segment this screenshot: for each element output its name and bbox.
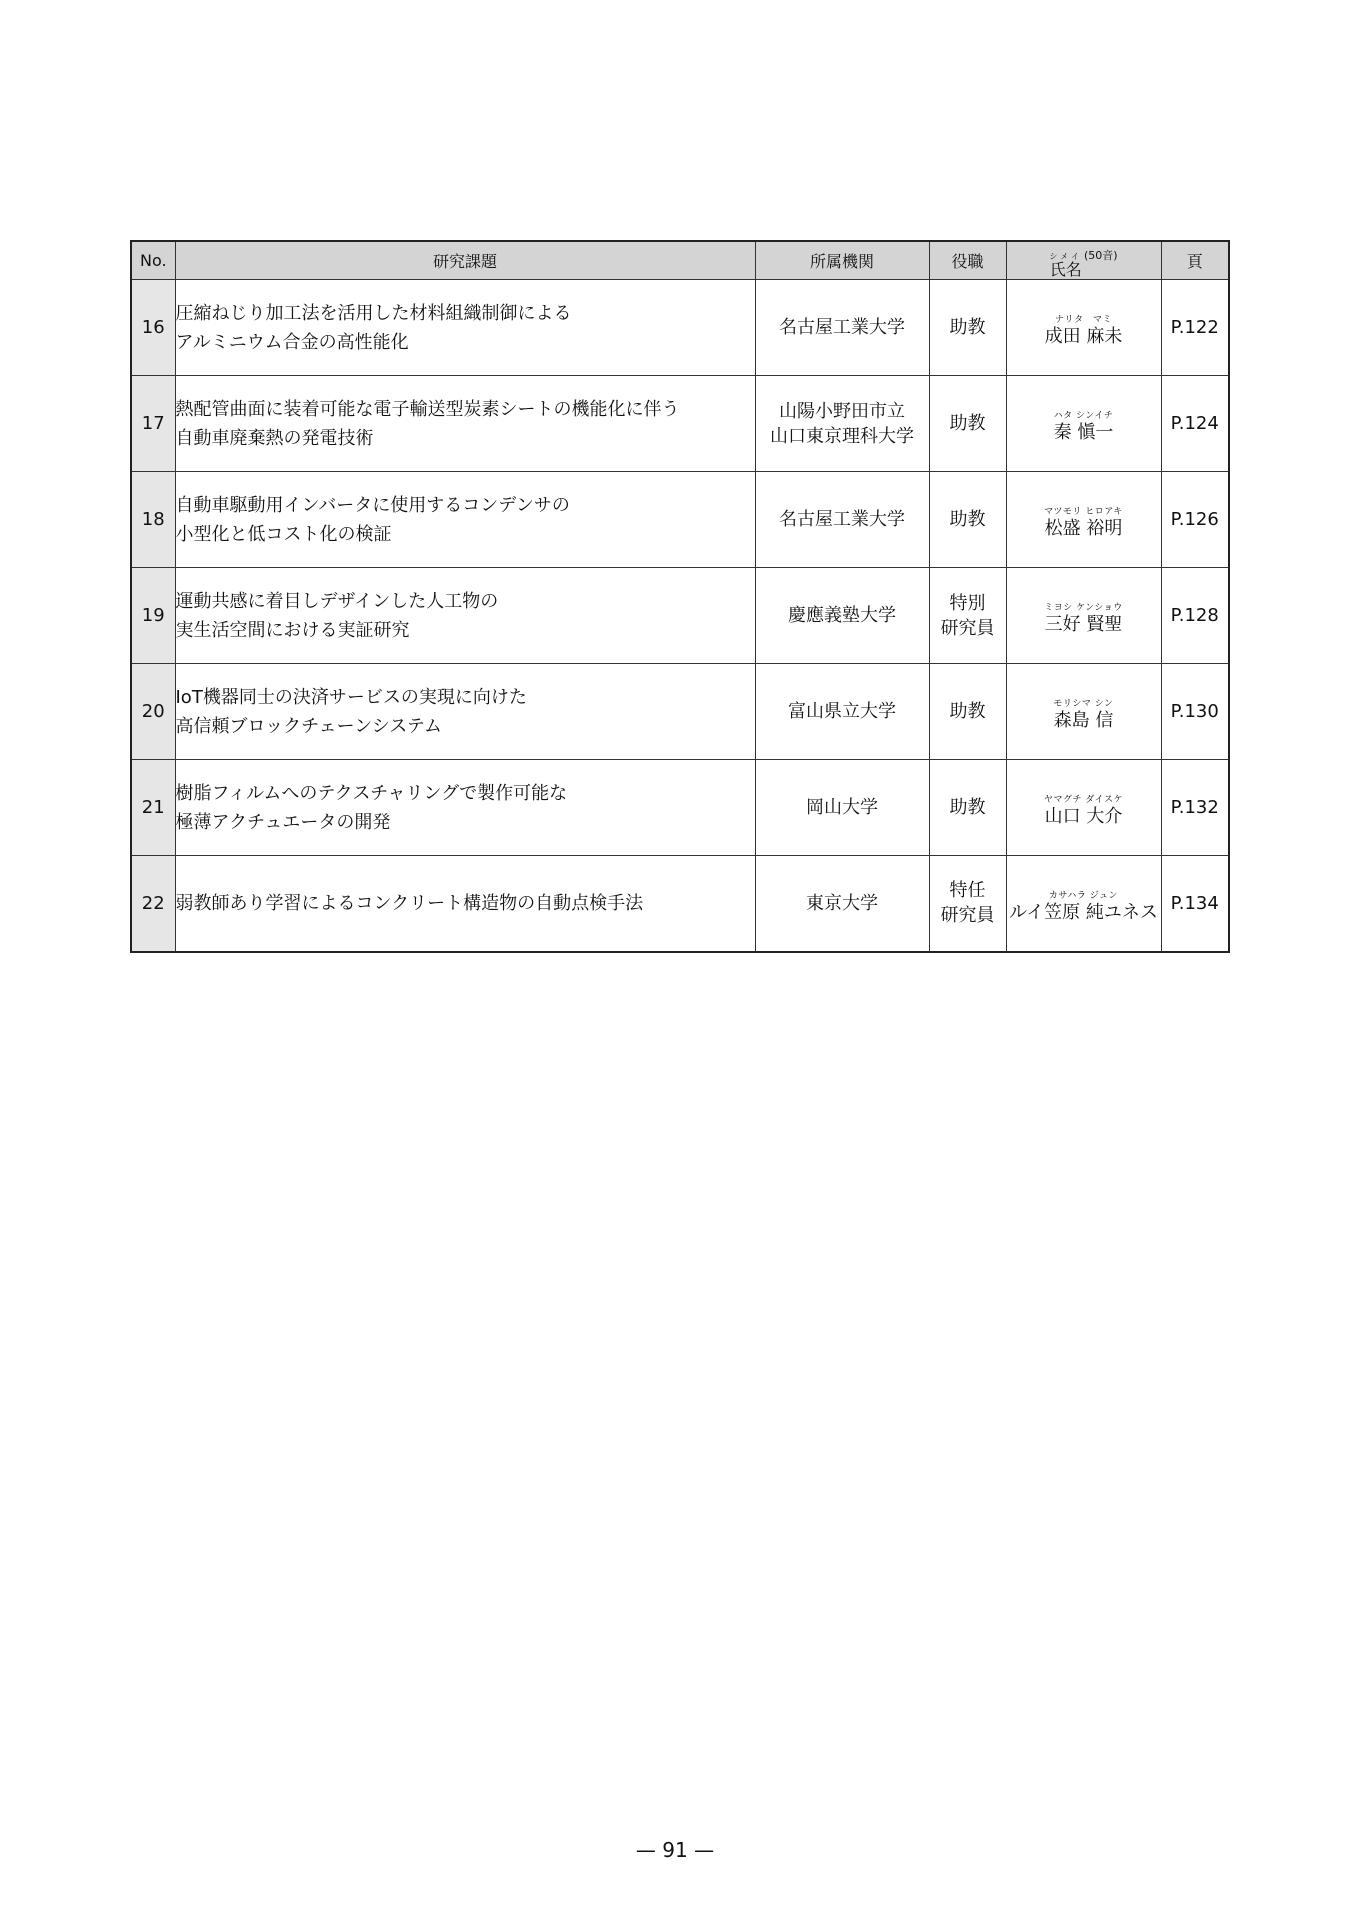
position-line: 特任 (949, 880, 986, 902)
research-title-line: 熱配管曲面に装着可能な電子輸送型炭素シートの機能化に伴う (175, 398, 680, 420)
header-title: 研究課題 (175, 241, 755, 280)
name-box (1009, 891, 1158, 924)
name-box (1054, 411, 1114, 444)
research-title-line: 弱教師あり学習によるコンクリート構造物の自動点検手法 (175, 892, 644, 914)
research-title-line: アルミニウム合金の高性能化 (175, 331, 409, 353)
name-box (1053, 699, 1113, 732)
header-name-label: 氏名 (1049, 259, 1082, 279)
institution (755, 376, 929, 472)
research-title (175, 376, 755, 472)
row-number: 21 (131, 760, 175, 856)
institution (755, 568, 929, 664)
research-title-line: 運動共感に着目しデザインした人工物の (175, 590, 499, 612)
position-line: 助教 (949, 509, 986, 530)
position (929, 664, 1006, 760)
institution (755, 472, 929, 568)
name-kanji: 山口 大介 (1044, 806, 1123, 827)
position (929, 280, 1006, 376)
institution (755, 760, 929, 856)
institution-line: 東京大学 (806, 892, 878, 914)
research-title-line: 高信頼ブロックチェーンシステム (175, 715, 442, 737)
position-line: 助教 (949, 317, 986, 338)
research-title-line: 極薄アクチュエータの開発 (175, 811, 391, 833)
research-title (175, 760, 755, 856)
name-box (1044, 507, 1123, 540)
header-institution: 所属機関 (755, 241, 929, 280)
research-title (175, 280, 755, 376)
table-row (131, 280, 1229, 376)
header-name (1006, 241, 1161, 280)
institution (755, 856, 929, 952)
research-title-line: 小型化と低コスト化の検証 (175, 523, 392, 545)
table-row (131, 568, 1229, 664)
research-title (175, 664, 755, 760)
header-no: No. (131, 241, 175, 280)
name-kanji: 秦 愼一 (1053, 422, 1114, 443)
position (929, 376, 1006, 472)
researcher-name (1006, 664, 1161, 760)
research-title-line: IoT機器同士の決済サービスの実現に向けた (175, 686, 527, 708)
table-row (131, 376, 1229, 472)
row-number: 16 (131, 280, 175, 376)
table-row (131, 856, 1229, 952)
institution-line: 慶應義塾大学 (788, 605, 896, 626)
header-name-ruby: シメイ (1049, 251, 1082, 261)
research-title-line: 実生活空間における実証研究 (175, 619, 410, 641)
name-furigana: ミヨシ ケンショウ (1044, 603, 1123, 613)
name-box (1045, 315, 1123, 348)
research-title (175, 568, 755, 664)
page-ref: P.122 (1161, 280, 1229, 376)
row-number: 22 (131, 856, 175, 952)
header-page: 頁 (1161, 241, 1229, 280)
table-body (131, 280, 1229, 952)
table-row (131, 472, 1229, 568)
name-kanji: 松盛 裕明 (1044, 518, 1123, 539)
position-line: 助教 (949, 797, 986, 818)
name-furigana: モリシマ シン (1053, 699, 1114, 709)
header-row (131, 241, 1229, 280)
row-number: 17 (131, 376, 175, 472)
table-row (131, 664, 1229, 760)
position-line: 研究員 (940, 905, 995, 927)
institution-line: 岡山大学 (806, 797, 878, 818)
name-kanji: 三好 賢聖 (1044, 614, 1123, 635)
name-kanji: ルイ笠原 純ユネス (1009, 901, 1158, 923)
name-furigana: カサハラ ジュン (1048, 890, 1119, 901)
page-number: — 91 — (635, 1838, 715, 1862)
header-name-ruby-group (1049, 253, 1082, 278)
table-row (131, 760, 1229, 856)
page-ref: P.130 (1161, 664, 1229, 760)
research-title-line: 樹脂フィルムへのテクスチャリングで製作可能な (175, 782, 568, 804)
row-number: 19 (131, 568, 175, 664)
page-ref: P.128 (1161, 568, 1229, 664)
research-title (175, 472, 755, 568)
institution (755, 664, 929, 760)
institution-line: 山口東京理科大学 (770, 425, 914, 447)
researcher-name (1006, 280, 1161, 376)
position (929, 856, 1006, 952)
row-number: 18 (131, 472, 175, 568)
name-box (1044, 603, 1123, 636)
position (929, 760, 1006, 856)
institution-line: 名古屋工業大学 (779, 317, 905, 338)
institution (755, 280, 929, 376)
institution-line: 富山県立大学 (788, 701, 896, 722)
name-kanji: 森島 信 (1053, 710, 1114, 731)
researcher-name (1006, 760, 1161, 856)
institution-line: 山陽小野田市立 (779, 400, 905, 422)
researcher-name (1006, 568, 1161, 664)
name-furigana: マツモリ ヒロアキ (1044, 507, 1123, 517)
research-title (175, 856, 755, 952)
header-position: 役職 (929, 241, 1006, 280)
position-line: 特別 (949, 592, 986, 614)
position (929, 568, 1006, 664)
researcher-name (1006, 472, 1161, 568)
table-header (131, 241, 1229, 280)
researcher-name (1006, 856, 1161, 952)
position-line: 助教 (949, 701, 986, 722)
research-title-line: 自動車駆動用インバータに使用するコンデンサの (175, 494, 570, 516)
position-line: 助教 (949, 413, 986, 434)
name-furigana: ハタ シンイチ (1053, 411, 1114, 421)
research-title-line: 自動車廃棄熱の発電技術 (175, 427, 374, 449)
research-title-line: 圧縮ねじり加工法を活用した材料組織制御による (175, 302, 572, 324)
institution-line: 名古屋工業大学 (779, 509, 905, 530)
page-ref: P.132 (1161, 760, 1229, 856)
page-ref: P.126 (1161, 472, 1229, 568)
name-box (1044, 795, 1123, 828)
row-number: 20 (131, 664, 175, 760)
name-furigana: ナリタ マミ (1054, 315, 1112, 325)
header-name-note: (50音) (1084, 248, 1118, 262)
name-furigana: ヤマグチ ダイスケ (1043, 795, 1124, 805)
page-ref: P.124 (1161, 376, 1229, 472)
position-line: 研究員 (940, 617, 995, 639)
page-ref: P.134 (1161, 856, 1229, 952)
research-table (130, 240, 1230, 953)
researcher-name (1006, 376, 1161, 472)
position (929, 472, 1006, 568)
name-kanji: 成田 麻未 (1044, 326, 1123, 347)
